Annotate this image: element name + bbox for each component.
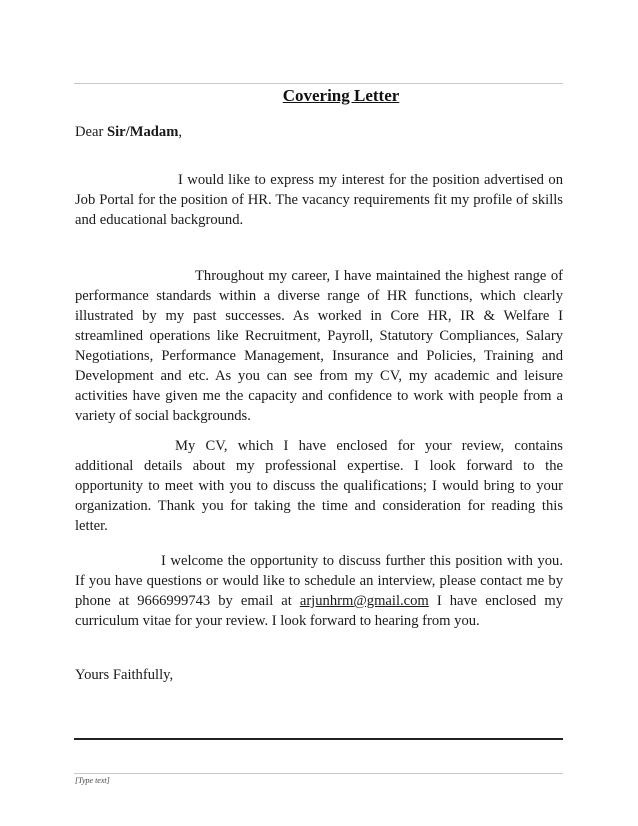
letter-title: Covering Letter [282, 86, 400, 105]
email-link[interactable]: arjunhrm@gmail.com [299, 593, 429, 609]
footer-divider [74, 773, 563, 774]
paragraph-1: I would like to express my interest for the position advertised on Job Portal for the position of HR. The vacancy requirements fit my profile of skills and educational background. [75, 172, 563, 228]
salutation-name: Sir/Madam [107, 124, 179, 140]
salutation-suffix: , [178, 124, 183, 140]
footer-placeholder: [Type text] [75, 776, 110, 785]
paragraph-3: My CV, which I have enclosed for your review, contains additional details about my professional expertise. I look forward to the opportunity to meet with you to discuss the qualifications; I would bring to your organization. Thank you for taking the time and consideration for reading this letter. [75, 438, 563, 534]
paragraph-4-text-before: I welcome the opportunity to discuss further this position with you. If you have questions or would like to schedule an interview, please contact me by phone at 9666999743 by email at [75, 553, 563, 609]
closing: Yours Faithfully, [75, 667, 174, 683]
paragraph-4 [75, 551, 563, 631]
salutation [75, 122, 563, 142]
salutation-prefix: Dear [75, 124, 108, 140]
signature-line [74, 738, 563, 740]
paragraph-2: Throughout my career, I have maintained the highest range of performance standards within a diverse range of HR functions, which clearly illustrated by my past successes. As worked in Core HR, IR & Welfare I streamlined operations like Recruitment, Payroll, Statutory Compliances, Salary Negotiations, Performance Management, Insurance and Policies, Training and Development and etc. As you can see from my CV, my academic and leisure activities have given me the capacity and confidence to work with people from a variety of social backgrounds. [75, 268, 563, 424]
paragraph-4-text-after: I have enclosed my curriculum vitae for your review. I look forward to hearing from you. [75, 593, 563, 629]
header-divider [74, 83, 563, 84]
